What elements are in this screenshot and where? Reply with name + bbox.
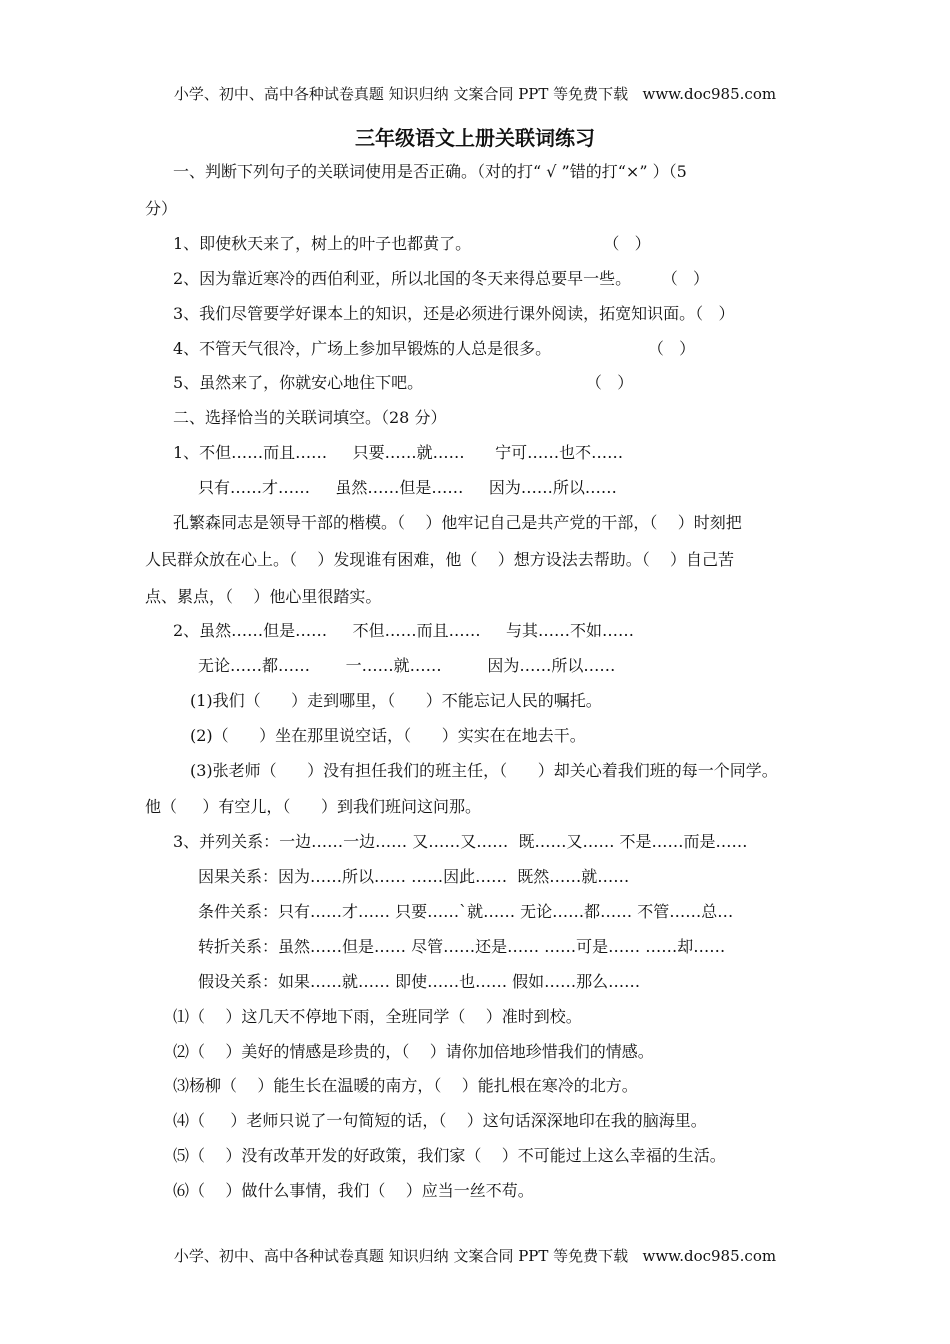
text-line: 点、累点，（ ）他心里很踏实。	[145, 587, 382, 606]
text-line: ⑵（ ）美好的情感是珍贵的，（ ）请你加倍地珍惜我们的情感。	[173, 1042, 654, 1061]
text-line: 孔繁森同志是领导干部的楷模。（ ）他牢记自己是共产党的干部，（ ）时刻把	[173, 513, 742, 532]
text-line: ⑴（ ）这几天不停地下雨，全班同学（ ）准时到校。	[173, 1007, 582, 1026]
text-line: 1、即使秋天来了，树上的叶子也都黄了。 （ ）	[173, 234, 651, 253]
text-line: 只有……才…… 虽然……但是…… 因为……所以……	[198, 478, 617, 497]
text-line: 1、不但……而且…… 只要……就…… 宁可……也不……	[173, 443, 624, 462]
text-line: 2、虽然……但是…… 不但……而且…… 与其……不如……	[173, 621, 635, 640]
text-line: 3、并列关系：一边……一边…… 又……又…… 既……又…… 不是……而是……	[173, 832, 748, 851]
text-line: ⑶杨柳（ ）能生长在温暖的南方，（ ）能扎根在寒冷的北方。	[173, 1076, 638, 1095]
text-line: (1)我们（ ）走到哪里，（ ）不能忘记人民的嘱托。	[190, 691, 602, 710]
text-line: (3)张老师（ ）没有担任我们的班主任，（ ）却关心着我们班的每一个同学。	[190, 761, 778, 780]
text-line: 无论……都…… 一……就…… 因为……所以……	[198, 656, 616, 675]
text-line: (2)（ ）坐在那里说空话，（ ）实实在在地去干。	[190, 726, 586, 745]
text-line: 他（ ）有空儿，（ ）到我们班问这问那。	[145, 797, 481, 816]
page-title: 三年级语文上册关联词练习	[355, 126, 595, 150]
text-line: 条件关系：只有……才…… 只要……`就…… 无论……都…… 不管……总…	[198, 902, 734, 921]
text-line: ⑹（ ）做什么事情，我们（ ）应当一丝不苟。	[173, 1181, 534, 1200]
text-line: 分）	[145, 199, 178, 218]
text-line: ⑷（ ）老师只说了一句简短的话，（ ）这句话深深地印在我的脑海里。	[173, 1111, 707, 1130]
page-header: 小学、初中、高中各种试卷真题 知识归纳 文案合同 PPT 等免费下载 www.doc985.com	[173, 85, 777, 103]
text-line: ⑸（ ）没有改革开发的好政策，我们家（ ）不可能过上这么幸福的生活。	[173, 1146, 726, 1165]
text-line: 因果关系：因为……所以…… ……因此…… 既然……就……	[198, 867, 630, 886]
text-line: 假设关系：如果……就…… 即使……也…… 假如……那么……	[198, 972, 641, 991]
text-line: 人民群众放在心上。（ ）发现谁有困难，他（ ）想方设法去帮助。（ ）自己苦	[145, 550, 735, 569]
text-line: 5、虽然来了，你就安心地住下吧。 （ ）	[173, 373, 634, 392]
text-line: 2、因为靠近寒冷的西伯利亚，所以北国的冬天来得总要早一些。 （ ）	[173, 269, 709, 288]
text-line: 转折关系：虽然……但是…… 尽管……还是…… ……可是…… ……却……	[198, 937, 726, 956]
text-line: 4、不管天气很冷，广场上参加早锻炼的人总是很多。 （ ）	[173, 339, 696, 358]
page-footer: 小学、初中、高中各种试卷真题 知识归纳 文案合同 PPT 等免费下载 www.doc985.com	[173, 1247, 777, 1265]
text-line: 一、判断下列句子的关联词使用是否正确。（对的打“ √ ”错的打“×” ）（5	[173, 162, 687, 181]
text-line: 3、我们尽管要学好课本上的知识，还是必须进行课外阅读，拓宽知识面。（ ）	[173, 304, 735, 323]
text-line: 二、选择恰当的关联词填空。（28 分）	[173, 408, 447, 427]
